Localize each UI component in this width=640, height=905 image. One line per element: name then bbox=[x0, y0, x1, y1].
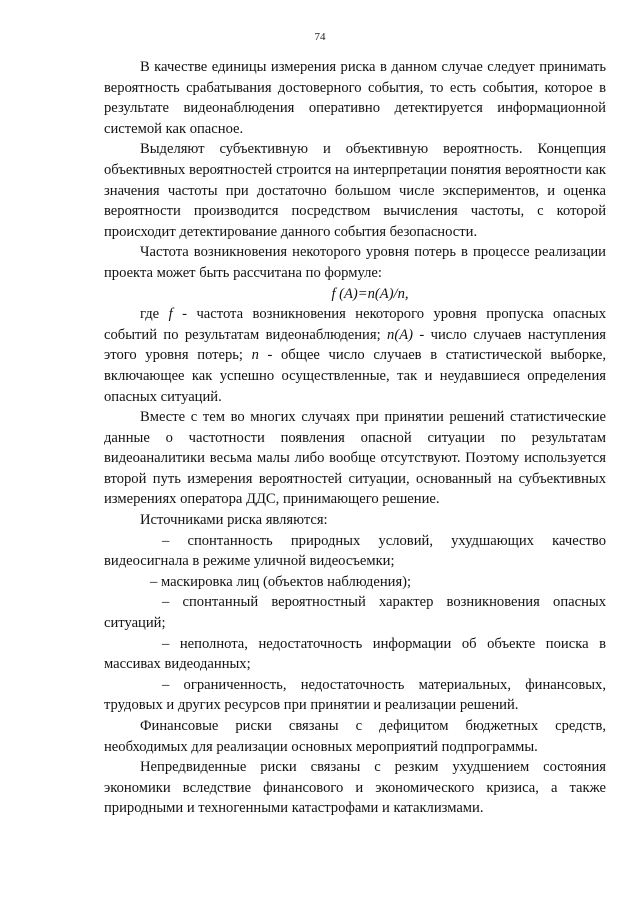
formula: f (A)=n(A)/n, bbox=[331, 285, 409, 302]
list-item: – неполнота, недостаточность информации об объекте поиска в массивах видеоданных; bbox=[104, 635, 606, 673]
symbol-f: f bbox=[168, 306, 173, 323]
definition-f: - частота возникновения некоторого уровня пропуска опасных событий по результатам видеонаблюдения; bbox=[104, 306, 606, 343]
paragraph: В качестве единицы измерения риска в данном случае следует принимать вероятность срабатывания достоверного события, то есть события, которое в результате видеонаблюдения оперативно детектируется информационной системой как опасное. bbox=[104, 59, 606, 137]
page-body bbox=[104, 57, 606, 819]
paragraph: Непредвиденные риски связаны с резким ухудшением состояния экономики вследствие финансового и экономического кризиса, а также природными и техногенными катастрофами и катаклизмами. bbox=[104, 759, 606, 817]
definition-lead: где bbox=[140, 306, 169, 323]
symbol-n: n bbox=[251, 347, 259, 364]
paragraph: Частота возникновения некоторого уровня потерь в процессе реализации проекта может быть рассчитана по формуле: bbox=[104, 244, 606, 281]
list-item: – маскировка лиц (объектов наблюдения); bbox=[150, 573, 412, 590]
paragraph: Финансовые риски связаны с дефицитом бюджетных средств, необходимых для реализации основных мероприятий подпрограммы. bbox=[104, 718, 606, 755]
paragraph: Источниками риска являются: bbox=[140, 512, 328, 529]
list-item: – спонтанный вероятностный характер возникновения опасных ситуаций; bbox=[104, 594, 606, 632]
symbol-nA: n(A) bbox=[387, 326, 413, 343]
definition-n: - общее число случаев в статистической выборке, включающее как успешно осуществленные, так и неудавшиеся определения опасных ситуаций. bbox=[104, 347, 606, 405]
list-item: – спонтанность природных условий, ухудшающих качество видеосигнала в режиме уличной видеосъемки; bbox=[104, 532, 606, 570]
list-item: – ограниченность, недостаточность материальных, финансовых, трудовых и других ресурсов при принятии и реализации решений. bbox=[104, 676, 606, 714]
paragraph: Вместе с тем во многих случаях при принятии решений статистические данные о частотности появления опасной ситуации по результатам видеоаналитики весьма малы либо вообще отсутствуют. Поэтому используется второй путь измерения вероятностей ситуации, основанный на субъективных измерениях оператора ДДС, принимающего решение. bbox=[104, 409, 606, 508]
paragraph: Выделяют субъективную и объективную вероятность. Концепция объективных вероятностей строится на интерпретации понятия вероятности как значения частоты при достаточно большом числе экспериментов, и оценка вероятности производится посредством вычисления частоты, с которой происходит детектирование данного события безопасности. bbox=[104, 141, 606, 240]
definition-nA: - число случаев наступления этого уровня потерь; bbox=[104, 326, 606, 364]
formula-definition bbox=[104, 304, 606, 407]
page-number: 74 bbox=[314, 31, 326, 43]
